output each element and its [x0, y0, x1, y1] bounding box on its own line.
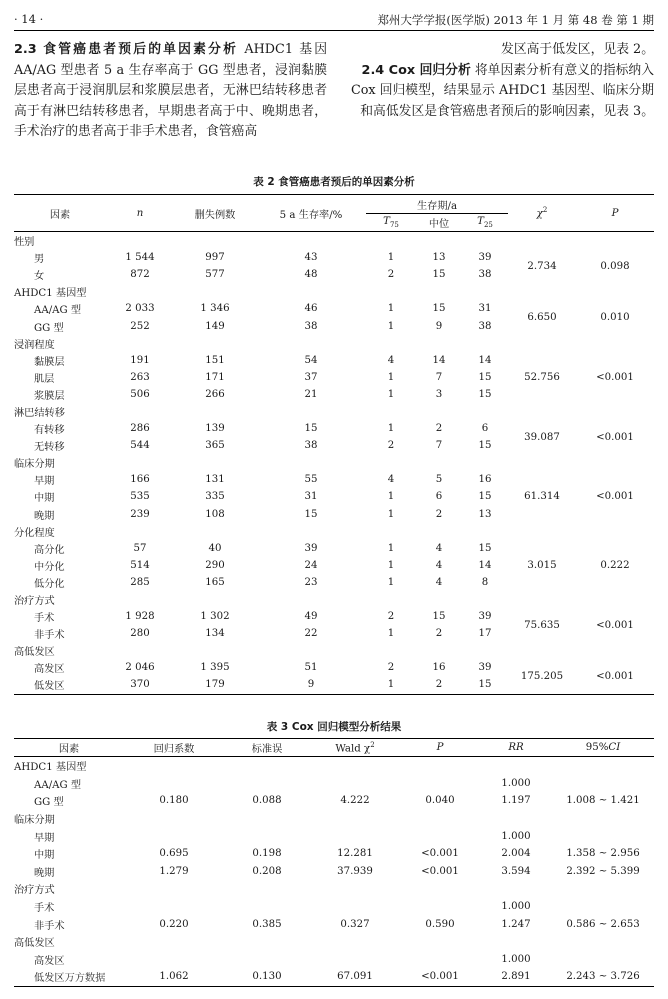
cell-n: 191: [130, 354, 150, 366]
row-label-text: 晚期: [34, 867, 55, 879]
group-label: 高低发区: [14, 938, 55, 950]
group-label: 临床分期: [14, 815, 55, 827]
cell-median: 15: [432, 303, 446, 315]
table-row: [14, 420, 654, 437]
cell-wald: [310, 951, 400, 969]
cell-t75: 1: [387, 388, 395, 400]
row-label: GG 型: [34, 322, 64, 334]
cell-ci: 0.586 ~ 2.653: [566, 918, 640, 930]
t3-header-se: 标准误: [224, 739, 310, 757]
row-label-text: 高发区: [34, 955, 65, 967]
table2-caption: 表 2 食管癌患者预后的单因素分析: [253, 176, 415, 188]
cell-n: 57: [133, 542, 147, 554]
cell-median: 16: [432, 662, 446, 674]
cell-ci: [552, 827, 654, 845]
cell-ci: 2.392 ~ 5.399: [566, 865, 640, 877]
cell-t75: 1: [387, 491, 395, 503]
cell-p: [400, 775, 480, 793]
left-column: [14, 40, 327, 143]
cell-median: 4: [435, 542, 443, 554]
cell-median: 13: [432, 252, 446, 264]
cell-survival: 21: [304, 388, 318, 400]
t2-header-chi2: $\chi^2$: [508, 195, 576, 232]
group-label: 临床分期: [14, 459, 55, 471]
cell-t75: 4: [387, 354, 395, 366]
table-row: [14, 775, 654, 793]
section-2-4-text: 将单因素分析有意义的指标纳入 Cox 回归模型，结果显示 AHDC1 基因型、临床分期和高低发区是食管癌患者预后的影响因素，见表 3。: [350, 62, 654, 119]
row-label-text: 低发区: [34, 973, 65, 985]
t3-header-ci: 95%CI: [552, 739, 654, 757]
t2-header-censored: 删失例数: [174, 195, 256, 232]
cell-n: 506: [130, 388, 150, 400]
row-label: 低发区: [34, 681, 65, 693]
cell-rr: 2.891: [501, 971, 531, 983]
row-label: 无转移: [34, 442, 65, 454]
cell-median: 2: [435, 679, 443, 691]
cell-t75: 1: [387, 371, 395, 383]
cell-survival: 15: [304, 423, 318, 435]
cell-n: 1 928: [125, 611, 155, 623]
group-label: 高低发区: [14, 647, 55, 659]
row-label: 男: [34, 254, 45, 266]
row-label: [14, 968, 124, 986]
cell-survival: 38: [304, 440, 318, 452]
cell-chi2: 2.734: [527, 260, 557, 272]
journal-info: 郑州大学学报(医学版) 2013 年 1 月 第 48 卷 第 1 期: [377, 13, 654, 27]
cell-t25: 31: [478, 303, 492, 315]
cell-n: 2 046: [125, 662, 155, 674]
cell-p: <0.001: [596, 371, 634, 383]
cell-n: 280: [130, 628, 150, 640]
t2-header-p: P: [576, 195, 654, 232]
cell-p: <0.001: [596, 431, 634, 443]
group-label: AHDC1 基因型: [14, 288, 87, 300]
cell-n: 872: [130, 269, 150, 281]
cell-chi2: 39.087: [524, 431, 560, 443]
cell-n: 286: [130, 423, 150, 435]
cell-coef: 0.220: [159, 918, 189, 930]
t2-header-t25: $T_{25}$: [462, 214, 508, 232]
cell-rr: 1.197: [501, 795, 531, 807]
cell-t75: 1: [387, 576, 395, 588]
group-label: AHDC1 基因型: [14, 762, 87, 774]
cell-t75: 1: [387, 679, 395, 691]
cell-t25: 39: [478, 611, 492, 623]
cell-t25: 14: [478, 354, 492, 366]
cell-chi2: 52.756: [524, 371, 560, 383]
table-group-row: [14, 335, 654, 352]
cell-censored: 151: [205, 354, 225, 366]
cell-ci: 1.358 ~ 2.956: [566, 848, 640, 860]
cell-t25: 39: [478, 662, 492, 674]
table-row: [14, 845, 654, 863]
cell-censored: 108: [205, 508, 225, 520]
table-row: [14, 915, 654, 933]
t2-header-factor: 因素: [14, 195, 106, 232]
cell-survival: 38: [304, 320, 318, 332]
cell-censored: 365: [205, 440, 225, 452]
cell-t75: 1: [387, 559, 395, 571]
table-row: [14, 827, 654, 845]
row-label: [14, 827, 124, 845]
table-group-row: [14, 283, 654, 300]
table-group-row: [14, 880, 654, 898]
table3-body: [14, 757, 654, 987]
table-group-row: [14, 232, 654, 250]
cell-censored: 40: [208, 542, 222, 554]
row-label: 中分化: [34, 561, 65, 573]
cell-t25: 15: [478, 679, 492, 691]
cell-t25: 38: [478, 320, 492, 332]
cell-censored: 131: [205, 474, 225, 486]
cell-p: [400, 898, 480, 916]
right-column: [346, 40, 654, 122]
cell-p: 0.098: [600, 260, 630, 272]
cell-p: <0.001: [421, 848, 459, 860]
cell-survival: 46: [304, 303, 318, 315]
cell-t75: 1: [387, 320, 395, 332]
cell-median: 6: [435, 491, 443, 503]
cell-median: 2: [435, 628, 443, 640]
group-label: 性别: [14, 237, 35, 249]
table-group-row: [14, 523, 654, 540]
cell-coef: [124, 827, 224, 845]
cell-chi2: 61.314: [524, 491, 560, 503]
cell-coef: 1.062: [159, 971, 189, 983]
cell-se: [224, 951, 310, 969]
cell-median: 4: [435, 559, 443, 571]
row-label: [14, 898, 124, 916]
cell-t25: 15: [478, 388, 492, 400]
page-number: · 14 ·: [14, 12, 44, 26]
cell-t75: 4: [387, 474, 395, 486]
cell-wald: 67.091: [337, 971, 373, 983]
row-label: [14, 792, 124, 810]
cell-survival: 37: [304, 371, 318, 383]
cell-se: 0.385: [252, 918, 282, 930]
cell-coef: 1.279: [159, 865, 189, 877]
row-label: 肌层: [34, 373, 55, 385]
cell-wald: 37.939: [337, 865, 373, 877]
cell-survival: 54: [304, 354, 318, 366]
cell-wald: [310, 827, 400, 845]
row-label-text: 早期: [34, 832, 55, 844]
table-group-row: [14, 403, 654, 420]
cell-se: 0.208: [252, 865, 282, 877]
cell-n: 263: [130, 371, 150, 383]
cell-n: 252: [130, 320, 150, 332]
cell-survival: 49: [304, 611, 318, 623]
t3-header-p: P: [400, 739, 480, 757]
row-label: 非手术: [34, 630, 65, 642]
cell-ci: 1.008 ~ 1.421: [566, 795, 640, 807]
cell-survival: 55: [304, 474, 318, 486]
cell-censored: 179: [205, 679, 225, 691]
cell-n: 239: [130, 508, 150, 520]
group-label: 治疗方式: [14, 596, 55, 608]
table-group-row: [14, 810, 654, 828]
t3-header-wald: Wald $\chi^2$: [310, 739, 400, 757]
cell-coef: [124, 898, 224, 916]
cell-ci: [552, 775, 654, 793]
cell-p: <0.001: [596, 670, 634, 682]
cell-se: [224, 898, 310, 916]
cell-t25: 8: [481, 576, 489, 588]
cell-p: [400, 827, 480, 845]
cell-p: <0.001: [596, 619, 634, 631]
row-label-text: 非手术: [34, 920, 65, 932]
cell-survival: 31: [304, 491, 318, 503]
t2-header-t75: $T_{75}$: [366, 214, 416, 232]
cell-n: 514: [130, 559, 150, 571]
t2-header-survival: 5 a 生存率/%: [256, 195, 366, 232]
cell-t75: 1: [387, 303, 395, 315]
table-row: [14, 792, 654, 810]
group-label: 浸润程度: [14, 339, 55, 351]
cell-chi2: 6.650: [527, 311, 557, 323]
cell-t75: 2: [387, 440, 395, 452]
cell-p: <0.001: [596, 491, 634, 503]
row-label: AA/AG 型: [34, 305, 82, 317]
cell-t75: 2: [387, 611, 395, 623]
running-header: [14, 8, 654, 31]
cell-rr: 1.000: [501, 953, 531, 965]
cell-se: 0.130: [252, 971, 282, 983]
cell-median: 7: [435, 371, 443, 383]
cell-t25: 15: [478, 542, 492, 554]
table-row: [14, 968, 654, 986]
cell-n: 166: [130, 474, 150, 486]
table3: [14, 738, 654, 987]
cell-censored: 165: [205, 576, 225, 588]
cell-median: 2: [435, 508, 443, 520]
cell-wald: 0.327: [340, 918, 370, 930]
cell-median: 3: [435, 388, 443, 400]
cell-p: 0.010: [600, 311, 630, 323]
cell-p: 0.222: [600, 559, 630, 571]
cell-n: 2 033: [125, 303, 155, 315]
cell-wald: [310, 775, 400, 793]
cell-censored: 335: [205, 491, 225, 503]
row-label-text: GG 型: [34, 797, 64, 809]
row-label: 早期: [34, 476, 55, 488]
table-row: [14, 951, 654, 969]
table-group-row: [14, 591, 654, 608]
cell-t75: 1: [387, 423, 395, 435]
cell-ci: 2.243 ~ 3.726: [566, 971, 640, 983]
row-label: [14, 915, 124, 933]
t3-header-coef: 回归系数: [124, 739, 224, 757]
table-row: [14, 863, 654, 881]
cell-chi2: 175.205: [520, 670, 564, 682]
row-label-text: 中期: [34, 850, 55, 862]
row-label: [14, 863, 124, 881]
cell-rr: 3.594: [501, 865, 531, 877]
cell-censored: 1 395: [200, 662, 230, 674]
cell-survival: 15: [304, 508, 318, 520]
row-label: 黏膜层: [34, 356, 65, 368]
cell-coef: [124, 775, 224, 793]
table-row: [14, 898, 654, 916]
table-row: [14, 352, 654, 369]
cell-median: 4: [435, 576, 443, 588]
cell-wald: [310, 898, 400, 916]
table-row: [14, 608, 654, 625]
cell-t25: 16: [478, 474, 492, 486]
cell-ci: [552, 951, 654, 969]
cell-chi2: 3.015: [527, 559, 557, 571]
row-label: [14, 951, 124, 969]
cell-se: 0.198: [252, 848, 282, 860]
table-group-row: [14, 454, 654, 471]
cell-ci: [552, 898, 654, 916]
cell-se: [224, 775, 310, 793]
cell-t25: 38: [478, 269, 492, 281]
cell-se: 0.088: [252, 795, 282, 807]
table-row: [14, 300, 654, 317]
cell-rr: 2.004: [501, 848, 531, 860]
row-label: 手术: [34, 613, 55, 625]
cell-t25: 14: [478, 559, 492, 571]
cell-t25: 17: [478, 628, 492, 640]
cell-survival: 39: [304, 542, 318, 554]
section-2-4-heading: 2.4 Cox 回归分析: [361, 62, 471, 78]
cell-wald: 12.281: [337, 848, 373, 860]
cell-p: 0.590: [425, 918, 455, 930]
cell-survival: 43: [304, 252, 318, 264]
row-label: 晚期: [34, 510, 55, 522]
cell-t75: 1: [387, 508, 395, 520]
table-group-row: [14, 933, 654, 951]
table3-caption: 表 3 Cox 回归模型分析结果: [266, 721, 402, 733]
cell-censored: 290: [205, 559, 225, 571]
cell-censored: 139: [205, 423, 225, 435]
row-label: [14, 775, 124, 793]
cell-t25: 39: [478, 252, 492, 264]
t3-header-factor: 因素: [14, 739, 124, 757]
cell-t75: 1: [387, 542, 395, 554]
cell-survival: 9: [307, 679, 315, 691]
row-label: 低分化: [34, 578, 65, 590]
cell-t75: 1: [387, 252, 395, 264]
watermark-text: 万方数据: [64, 973, 106, 985]
cell-t75: 2: [387, 662, 395, 674]
table-row: [14, 249, 654, 266]
cell-p: <0.001: [421, 865, 459, 877]
cell-n: 370: [130, 679, 150, 691]
cell-median: 14: [432, 354, 446, 366]
table2-body: [14, 232, 654, 695]
t2-header-median: 中位: [416, 214, 462, 232]
table-group-row: [14, 642, 654, 659]
row-label: 高分化: [34, 544, 65, 556]
cell-chi2: 75.635: [524, 619, 560, 631]
cell-t25: 6: [481, 423, 489, 435]
cell-se: [224, 827, 310, 845]
cell-median: 5: [435, 474, 443, 486]
cell-n: 285: [130, 576, 150, 588]
cell-rr: 1.000: [501, 777, 531, 789]
t2-header-n: n: [106, 195, 174, 232]
cell-t25: 13: [478, 508, 492, 520]
cell-rr: 1.247: [501, 918, 531, 930]
group-label: 分化程度: [14, 527, 55, 539]
section-2-3-text: AHDC1 基因 AA/AG 型患者 5 a 生存率高于 GG 型患者，浸润黏膜层患者高于浸润肌层和浆膜层患者，无淋巴结转移患者高于有淋巴结转移患者，早期患者高于中、晚期患者，手术治疗的患者高于非手术患者，食管癌高: [14, 42, 328, 139]
cell-censored: 149: [205, 320, 225, 332]
cell-censored: 266: [205, 388, 225, 400]
cell-coef: 0.180: [159, 795, 189, 807]
row-label: 女: [34, 271, 45, 283]
t2-header-period: 生存期/a: [366, 195, 508, 214]
cell-censored: 1 346: [200, 303, 230, 315]
group-label: 治疗方式: [14, 885, 55, 897]
cell-t75: 2: [387, 269, 395, 281]
t3-header-rr: RR: [480, 739, 552, 757]
cell-survival: 23: [304, 576, 318, 588]
cell-rr: 1.000: [501, 901, 531, 913]
row-label: 中期: [34, 493, 55, 505]
group-label: 淋巴结转移: [14, 407, 65, 419]
cell-censored: 997: [205, 252, 225, 264]
cell-n: 1 544: [125, 252, 155, 264]
table-row: [14, 540, 654, 557]
cell-wald: 4.222: [340, 795, 370, 807]
cell-n: 535: [130, 491, 150, 503]
cell-p: [400, 951, 480, 969]
cell-n: 544: [130, 440, 150, 452]
cell-p: <0.001: [421, 971, 459, 983]
section-2-3-continuation: 发区高于低发区，见表 2。: [501, 42, 654, 57]
cell-coef: 0.695: [159, 848, 189, 860]
cell-coef: [124, 951, 224, 969]
cell-t25: 15: [478, 491, 492, 503]
cell-median: 7: [435, 440, 443, 452]
table-row: [14, 659, 654, 676]
cell-median: 15: [432, 269, 446, 281]
cell-survival: 51: [304, 662, 318, 674]
cell-t75: 1: [387, 628, 395, 640]
cell-rr: 1.000: [501, 830, 531, 842]
cell-median: 15: [432, 611, 446, 623]
cell-censored: 134: [205, 628, 225, 640]
cell-survival: 22: [304, 628, 318, 640]
table-row: [14, 471, 654, 488]
cell-p: 0.040: [425, 795, 455, 807]
row-label: 有转移: [34, 425, 65, 437]
cell-survival: 48: [304, 269, 318, 281]
row-label-text: 手术: [34, 903, 55, 915]
row-label: 高发区: [34, 664, 65, 676]
table2: [14, 194, 654, 695]
row-label: [14, 845, 124, 863]
section-2-3-heading: 2.3 食管癌患者预后的单因素分析: [14, 42, 239, 57]
row-label-text: AA/AG 型: [34, 779, 82, 791]
cell-t25: 15: [478, 371, 492, 383]
cell-censored: 1 302: [200, 611, 230, 623]
cell-censored: 171: [205, 371, 225, 383]
cell-censored: 577: [205, 269, 225, 281]
table-group-row: [14, 757, 654, 775]
cell-survival: 24: [304, 559, 318, 571]
row-label: 浆膜层: [34, 390, 65, 402]
cell-median: 2: [435, 423, 443, 435]
cell-median: 9: [435, 320, 443, 332]
cell-t25: 15: [478, 440, 492, 452]
